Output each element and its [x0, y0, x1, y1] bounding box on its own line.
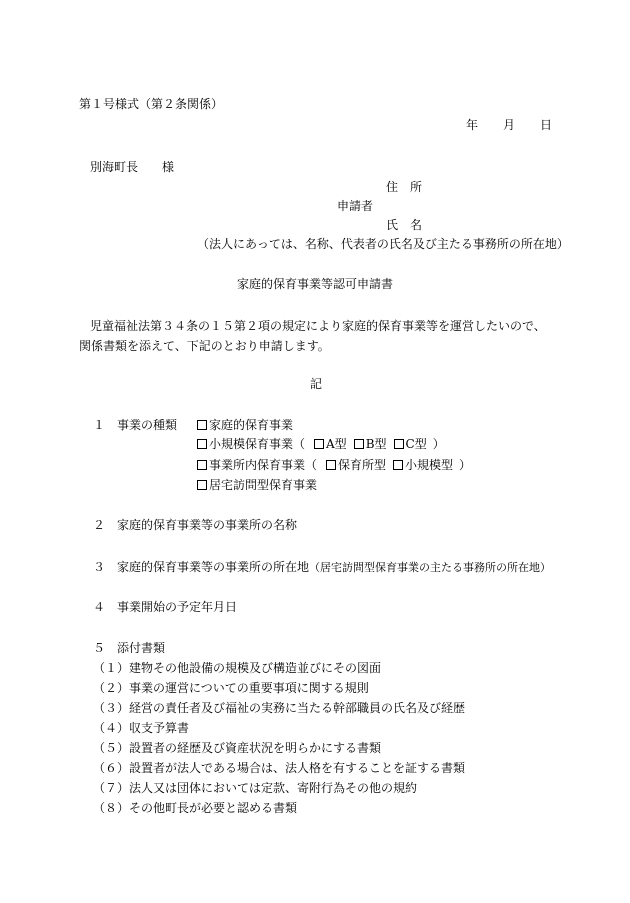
form-number: 第１号様式（第２条関係）: [79, 97, 224, 111]
option-label: 小規模型: [405, 458, 454, 472]
item-3-label: [117, 560, 551, 575]
addressee: 別海町長 様: [90, 160, 175, 174]
checkbox[interactable]: [394, 439, 404, 449]
document-title: 家庭的保育事業等認可申請書: [237, 277, 394, 291]
option-row: [196, 437, 445, 451]
checkbox[interactable]: [197, 460, 207, 470]
option-row: [196, 478, 317, 492]
item-2-number: ２: [93, 518, 106, 532]
checkbox[interactable]: [314, 439, 324, 449]
option-close-paren: ）: [432, 437, 445, 451]
checkbox[interactable]: [197, 439, 207, 449]
attachment-item: （８）その他町長が必要と認める書類: [93, 801, 298, 815]
attachment-item: （５）設置者の経歴及び資産状況を明らかにする書類: [93, 741, 382, 755]
attachment-item: （７）法人又は団体においては定款、寄附行為その他の規約: [93, 781, 418, 795]
option-label: 居宅訪問型保育事業: [209, 478, 318, 492]
checkbox[interactable]: [354, 439, 364, 449]
item-5-label: 添付書類: [117, 641, 166, 655]
date-year-label: 年: [466, 118, 479, 132]
option-label: C型: [405, 437, 427, 451]
option-label: B型: [365, 437, 387, 451]
body-text-line-2: 関係書類を添えて、下記のとおり申請します。: [79, 339, 330, 353]
option-close-paren: ）: [459, 458, 472, 472]
checkbox[interactable]: [197, 480, 207, 490]
option-label: 小規模保育事業（: [209, 437, 306, 451]
option-label: 保育所型: [338, 458, 387, 472]
address-label: 住 所: [386, 180, 423, 194]
date-day-label: 日: [540, 118, 553, 132]
applicant-label: 申請者: [337, 199, 374, 213]
option-label: A型: [326, 437, 347, 451]
item-1-number: １: [93, 418, 106, 432]
item-3-note: （居宅訪問型保育事業の主たる事務所の所在地）: [309, 561, 552, 574]
item-1-label: 事業の種類: [117, 418, 178, 432]
name-label: 氏 名: [386, 218, 423, 232]
attachment-item: （４）収支予算書: [93, 721, 190, 735]
item-4-label: 事業開始の予定年月日: [117, 600, 238, 614]
checkbox[interactable]: [393, 460, 403, 470]
item-2-label: 家庭的保育事業等の事業所の名称: [117, 518, 298, 532]
item-5-number: ５: [93, 641, 106, 655]
date-month-label: 月: [503, 118, 516, 132]
option-label: 家庭的保育事業: [209, 418, 294, 432]
option-row: [196, 418, 293, 432]
attachment-item: （３）経営の責任者及び福祉の実務に当たる幹部職員の氏名及び経歴: [93, 701, 466, 715]
corporation-note: （法人にあっては、名称、代表者の氏名及び主たる事務所の所在地）: [197, 237, 569, 251]
checkbox[interactable]: [197, 420, 207, 430]
body-text-line-1: 児童福祉法第３４条の１５第２項の規定により家庭的保育事業等を運営したいので、: [90, 319, 546, 333]
item-4-number: ４: [93, 600, 106, 614]
item-3-number: ３: [93, 560, 106, 574]
option-row: [196, 458, 471, 472]
attachment-item: （１）建物その他設備の規模及び構造並びにその図面: [93, 661, 382, 675]
attachment-item: （２）事業の運営についての重要事項に関する規則: [93, 681, 369, 695]
checkbox[interactable]: [326, 460, 336, 470]
item-3-label-text: 家庭的保育事業等の事業所の所在地: [117, 560, 310, 574]
ki-heading: 記: [310, 377, 323, 391]
attachment-item: （６）設置者が法人である場合は、法人格を有することを証する書類: [93, 761, 466, 775]
option-label: 事業所内保育事業（: [209, 458, 318, 472]
